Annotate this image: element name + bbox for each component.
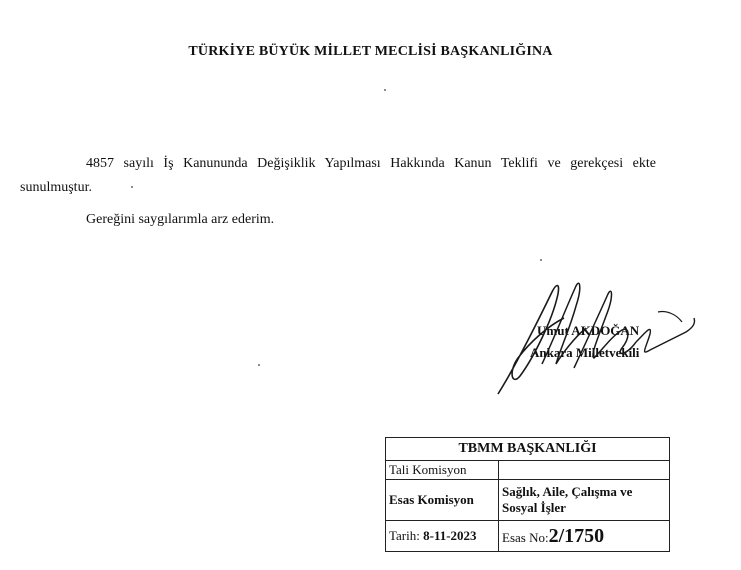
stamp-title: TBMM BAŞKANLIĞI — [386, 438, 670, 461]
tarih-label: Tarih: — [389, 528, 420, 543]
scan-speck — [384, 89, 386, 91]
document-heading: TÜRKİYE BÜYÜK MİLLET MECLİSİ BAŞKANLIĞINA — [188, 44, 553, 59]
tali-komisyon-value — [499, 461, 670, 480]
signatory-name: Umut AKDOĞAN — [537, 323, 640, 338]
esas-no-value: 2/1750 — [548, 524, 605, 547]
esas-komisyon-value: Sağlık, Aile, Çalışma ve Sosyal İşler — [499, 480, 670, 521]
body-paragraph-1: 4857 sayılı İş Kanununda Değişiklik Yapılması Hakkında Kanun Teklifi ve gerekçesi ekte sunulmuştur. — [20, 156, 656, 195]
tarih-cell — [386, 521, 499, 552]
tali-komisyon-label: Tali Komisyon — [386, 461, 499, 480]
esas-no-cell — [499, 521, 670, 552]
scan-speck — [258, 364, 260, 366]
scan-speck — [540, 259, 542, 261]
scan-speck — [131, 186, 133, 188]
esas-no-label: Esas No: — [502, 529, 549, 545]
handwritten-signature — [490, 272, 700, 402]
registry-stamp — [385, 437, 670, 552]
tarih-value: 8-11-2023 — [423, 528, 477, 543]
body-paragraph-2: Gereğini saygılarımla arz ederim. — [86, 212, 275, 227]
signatory-title: Ankara Milletvekili — [530, 345, 640, 360]
esas-komisyon-label: Esas Komisyon — [386, 480, 499, 521]
